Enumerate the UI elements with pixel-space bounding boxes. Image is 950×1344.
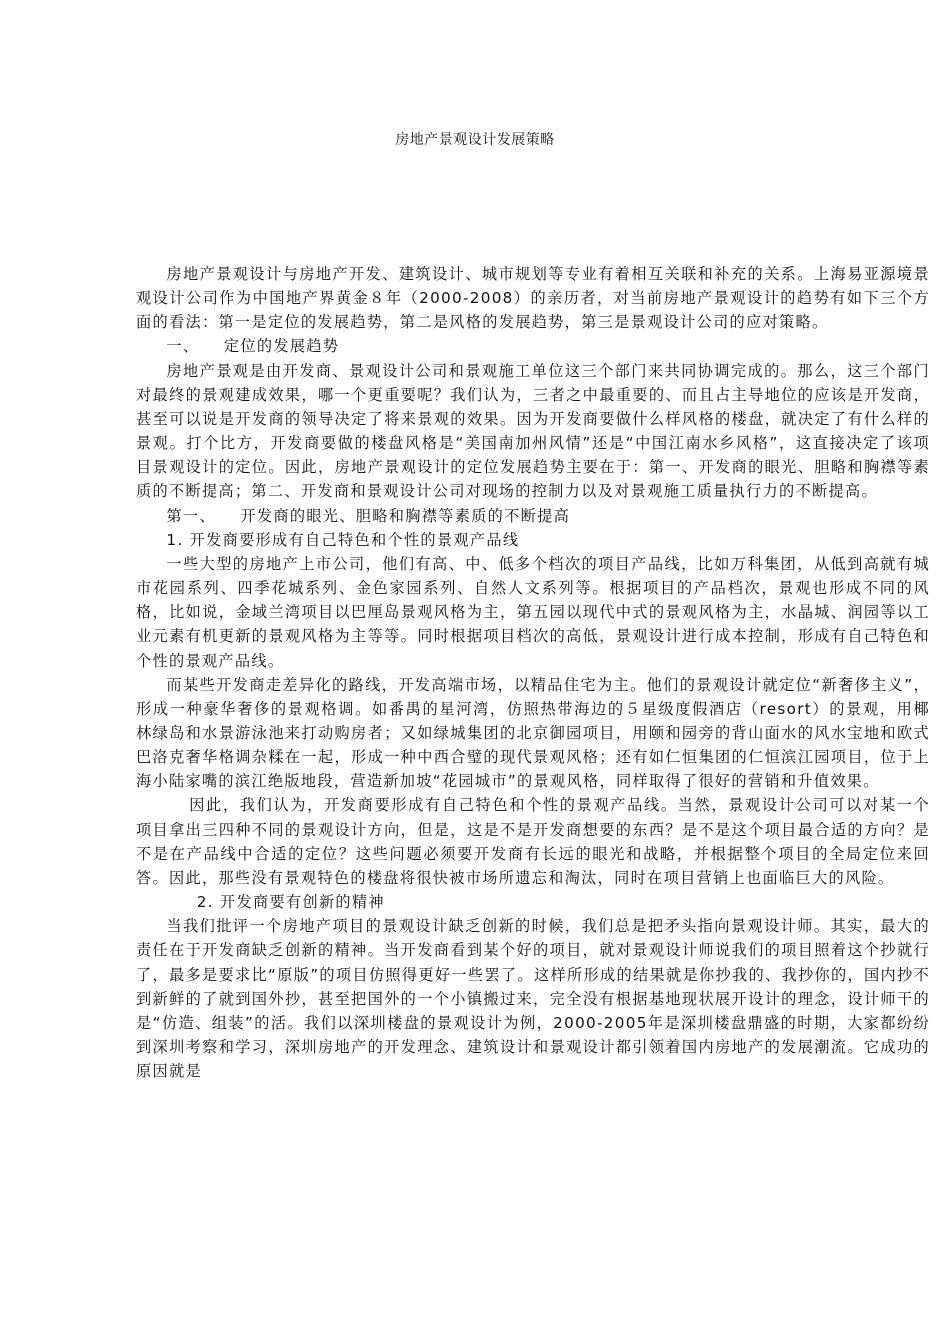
paragraph-innovation: 当我们批评一个房地产项目的景观设计缺乏创新的时候，我们总是把矛头指向景观设计师。其实，最大的责任在于开发商缺乏创新的精神。当开发商看到某个好的项目，就对景观设计师说我们的项目照着这个抄就行了，最多是要求比“原版”的项目仿照得更好一些罢了。这样所形成的结果就是你抄我的、我抄你的，国内抄不到新鲜的了就到国外抄，甚至把国外的一个小镇搬过来，完全没有根据基地现状展开设计的理念，设计师干的是“仿造、组装”的活。我们以深圳楼盘的景观设计为例，2000-2005年是深圳楼盘鼎盛的时期，大家都纷纷到深圳考察和学习，深圳房地产的开发理念、建筑设计和景观设计都引领着国内房地产的发展潮流。它成功的原因就是 [136,917,930,1081]
section-heading-1: 一、 定位的发展趋势 [166,337,340,356]
paragraph-product-line: 一些大型的房地产上市公司，他们有高、中、低多个档次的项目产品线，比如万科集团，从低到高就有城市花园系列、四季花城系列、金色家园系列、自然人文系列等。根据项目的产品档次，景观也形成不同的风格，比如说，金域兰湾项目以巴厘岛景观风格为主，第五园以现代中式的景观风格为主，水晶城、润园等以工业元素有机更新的景观风格为主等等。同时根据项目档次的高低，景观设计进行成本控制，形成有自己特色和个性的景观产品线。 [136,554,930,670]
document-body [136,262,930,1083]
document-title: 房地产景观设计发展策略 [395,132,555,148]
subsection-heading-1: 第一、 开发商的眼光、胆略和胸襟等素质的不断提高 [166,506,571,525]
paragraph-positioning: 房地产景观是由开发商、景观设计公司和景观施工单位这三个部门来共同协调完成的。那么，这三个部门对最终的景观建成效果，哪一个更重要呢？我们认为，三者之中最重要的、而且占主导地位的应该是开发商，甚至可以说是开发商的领导决定了将来景观的效果。因为开发商要做什么样风格的楼盘，就决定了有什么样的景观。打个比方，开发商要做的楼盘风格是“美国南加州风情”还是“中国江南水乡风格”，这直接决定了该项目景观设计的定位。因此，房地产景观设计的定位发展趋势主要在于：第一、开发商的眼光、胆略和胸襟等素质的不断提高；第二、开发商和景观设计公司对现场的控制力以及对景观施工质量执行力的不断提高。 [136,361,930,501]
point-heading-2: 2. 开发商要有创新的精神 [196,893,385,912]
paragraph-conclusion: 因此，我们认为，开发商要形成有自己特色和个性的景观产品线。当然，景观设计公司可以对某一个项目拿出三四种不同的景观设计方向，但是，这是不是开发商想要的东西？是不是这个项目最合适的方向？是不是在产品线中合适的定位？这些问题必须要开发商有长远的眼光和战略，并根据整个项目的全局定位来回答。因此，那些没有景观特色的楼盘将很快被市场所遗忘和淘汰，同时在项目营销上也面临巨大的风险。 [136,796,930,887]
paragraph-intro: 房地产景观设计与房地产开发、建筑设计、城市规划等专业有着相互关联和补充的关系。上海易亚源境景观设计公司作为中国地产界黄金８年（2000-2008）的亲历者，对当前房地产景观设计的趋势有如下三个方面的看法：第一是定位的发展趋势，第二是风格的发展趋势，第三是景观设计公司的应对策略。 [136,265,930,332]
point-heading-1: 1. 开发商要形成有自己特色和个性的景观产品线 [166,530,520,549]
paragraph-differentiation: 而某些开发商走差异化的路线，开发高端市场，以精品住宅为主。他们的景观设计就定位“新奢侈主义”，形成一种豪华奢侈的景观格调。如番禺的星河湾，仿照热带海边的５星级度假酒店（resort）的景观，用椰林绿岛和水景游泳池来打动购房者；又如绿城集团的北京御园项目，用颐和园旁的背山面水的风水宝地和欧式巴洛克奢华格调杂糅在一起，形成一种中西合璧的现代景观风格；还有如仁恒集团的仁恒滨江园项目，位于上海小陆家嘴的滨江绝版地段，营造新加坡“花园城市”的景观风格，同样取得了很好的营销和升值效果。 [136,675,930,791]
